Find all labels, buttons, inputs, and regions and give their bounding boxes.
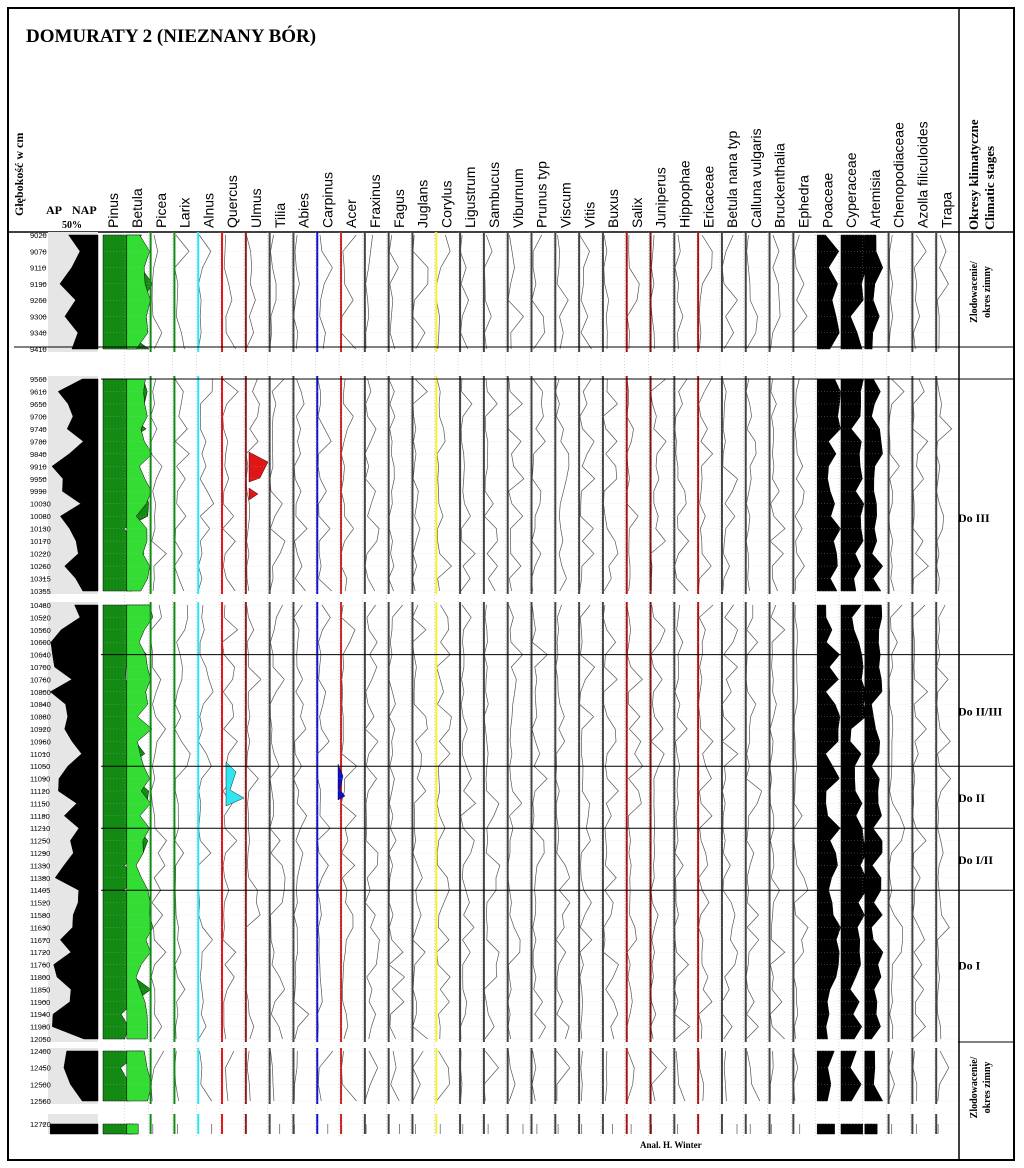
depth-tick-label: 10030 (30, 499, 51, 509)
depth-tick-label: 12050 (30, 1035, 51, 1044)
taxon-exaggeration-abies (294, 235, 300, 349)
taxon-label-picea: Picea (152, 192, 169, 228)
taxon-area-poaceae (817, 605, 840, 1039)
taxon-exaggeration-prunus-typ (532, 235, 545, 349)
depth-tick-label: 11210 (30, 824, 51, 834)
stages-header-en: Climatic stages (982, 145, 997, 230)
taxon-area-betula (127, 605, 153, 1039)
taxon-label-azolla-filiculoides: Azolla filiculoides (914, 121, 931, 228)
depth-tick-label: 10800 (30, 687, 51, 697)
taxon-area-betula (127, 1124, 138, 1134)
taxon-exaggeration-juniperus (651, 379, 667, 591)
taxon-exaggeration-viscum (557, 235, 568, 349)
taxon-exaggeration-fagus (389, 605, 405, 1039)
taxon-column-corylus (434, 181, 454, 1138)
taxon-area-betula (127, 1051, 152, 1101)
depth-tick-label: 10760 (30, 675, 51, 685)
taxon-exaggeration-azolla-filiculoides (913, 1051, 917, 1101)
taxon-exaggeration-abies (294, 605, 309, 1039)
alnus-peak-area (226, 762, 244, 806)
depth-tick-label: 10080 (30, 512, 51, 522)
taxon-label-juniperus: Juniperus (652, 167, 669, 228)
taxon-exaggeration-larix (175, 605, 191, 1039)
depth-tick-label: 10130 (30, 524, 51, 534)
taxon-exaggeration-acer (341, 605, 357, 1039)
depth-tick-label: 11150 (30, 799, 50, 809)
stages-header-pl: Okresy klimatyczne (966, 119, 981, 230)
depth-tick-label: 9560 (30, 375, 47, 384)
depth-tick-label: 12720 (30, 1120, 51, 1129)
taxon-label-betula-nana-typ: Betula nana typ (724, 130, 741, 228)
taxon-label-salix: Salix (628, 197, 645, 228)
taxon-label-ligustrum: Ligustrum (462, 166, 479, 228)
stage-label: Zlodowacenie/ (969, 261, 980, 323)
taxon-label-viburnum: Viburnum (509, 168, 526, 228)
taxon-exaggeration-prunus-typ (532, 605, 547, 1039)
taxon-exaggeration-carpinus (320, 235, 333, 349)
taxon-exaggeration-fraxinus (365, 379, 379, 591)
taxon-exaggeration-calluna-vulgaris (746, 605, 762, 1039)
taxon-area-poaceae (817, 1051, 834, 1101)
taxon-column-viburnum (506, 168, 526, 1138)
taxon-exaggeration-vitis (580, 235, 592, 349)
taxon-label-alnus: Alnus (200, 192, 217, 228)
quercus-peak-area-2 (249, 488, 258, 500)
taxon-exaggeration-carpinus (318, 1051, 333, 1101)
taxon-exaggeration-juglans (413, 379, 428, 591)
taxon-exaggeration-acer (341, 235, 356, 349)
depth-tick-label: 9410 (30, 345, 47, 354)
taxon-exaggeration-acer (341, 379, 354, 591)
taxon-exaggeration-tilia (270, 235, 276, 349)
depth-tick-label: 9910 (30, 462, 47, 472)
taxon-exaggeration-salix (627, 379, 638, 591)
taxon-label-chenopodiaceae: Chenopodiaceae (890, 122, 907, 228)
depth-tick-label: 11720 (30, 948, 51, 958)
taxon-exaggeration-prunus-typ (532, 1051, 536, 1101)
depth-tick-label: 11580 (30, 911, 51, 920)
taxon-exaggeration-azolla-filiculoides (913, 235, 926, 349)
taxon-column-ericaceae (696, 166, 716, 1138)
taxon-column-ligustrum (458, 167, 478, 1138)
taxon-exaggeration-vitis (580, 379, 595, 591)
taxon-label-cyperaceae: Cyperaceae (843, 152, 860, 228)
taxon-column-fraxinus (363, 174, 383, 1138)
stage-label: Do I (958, 958, 981, 973)
taxon-exaggeration-larix (174, 379, 189, 591)
taxon-exaggeration-abies (294, 1051, 297, 1101)
taxon-exaggeration-alnus (200, 1051, 212, 1101)
taxon-exaggeration-tilia (270, 379, 285, 591)
taxon-exaggeration-quercus (224, 235, 236, 349)
taxon-exaggeration-trapa (938, 1051, 949, 1101)
taxon-exaggeration-chenopodiaceae (889, 379, 904, 591)
taxon-exaggeration-hippophae (675, 235, 683, 349)
depth-tick-label: 12450 (30, 1063, 51, 1073)
taxon-column-cyperaceae (839, 152, 866, 1138)
taxon-column-quercus (220, 175, 240, 1138)
taxon-label-tilia: Tilia (271, 202, 288, 228)
depth-tick-label: 10560 (30, 625, 51, 635)
taxon-exaggeration-corylus (437, 1051, 450, 1101)
taxon-exaggeration-corylus (437, 605, 452, 1039)
taxon-exaggeration-salix (627, 235, 639, 349)
taxon-exaggeration-chenopodiaceae (889, 605, 905, 1039)
taxon-label-pinus: Pinus (105, 192, 122, 228)
taxon-exaggeration-picea (151, 1051, 164, 1101)
taxon-exaggeration-bruckenthalia (770, 379, 785, 591)
taxon-exaggeration-ericaceae (699, 1051, 704, 1101)
taxon-column-tilia (268, 203, 288, 1138)
depth-tick-label: 10960 (30, 737, 51, 747)
taxon-exaggeration-carpinus (318, 379, 332, 591)
taxon-column-artemisia (863, 169, 883, 1138)
taxon-exaggeration-ericaceae (698, 605, 713, 1039)
taxon-area-artemisia (865, 1051, 883, 1101)
depth-tick-label: 10220 (30, 549, 51, 559)
depth-tick-label: 10480 (30, 601, 51, 610)
taxon-label-acer: Acer (343, 199, 360, 228)
stage-label: Do II/III (958, 704, 1003, 719)
taxon-exaggeration-sambucus (484, 379, 497, 591)
taxon-area-cyperaceae (841, 235, 866, 349)
taxon-area-betula (127, 235, 151, 349)
taxon-exaggeration-alnus (198, 605, 213, 1039)
depth-tick-label: 11670 (30, 935, 51, 945)
depth-tick-label: 9700 (30, 412, 47, 422)
taxon-column-betula-nana-typ (720, 130, 740, 1138)
taxon-area-cyperaceae (841, 379, 864, 591)
taxon-column-hippophae (672, 160, 692, 1138)
taxon-label-betula: Betula (128, 188, 145, 228)
taxon-exaggeration-bruckenthalia (770, 605, 785, 1039)
author-credit: Anal. H. Winter (640, 1140, 702, 1150)
taxon-exaggeration-juglans (413, 605, 428, 1039)
taxon-column-betula (125, 188, 153, 1138)
taxon-area-artemisia (865, 379, 883, 591)
depth-tick-label: 10260 (30, 562, 51, 572)
taxon-column-vitis (577, 202, 597, 1138)
stage-label: okres zimny (982, 266, 993, 318)
taxon-exaggeration-buxus (603, 605, 618, 1039)
taxon-area-artemisia (865, 605, 883, 1039)
taxon-column-picea (149, 193, 169, 1138)
taxon-column-fagus (387, 189, 407, 1138)
taxon-exaggeration-corylus (437, 379, 452, 591)
taxon-exaggeration-sambucus (484, 1051, 499, 1101)
depth-tick-label: 11800 (30, 973, 51, 982)
taxon-exaggeration-bruckenthalia (770, 1051, 773, 1101)
depth-tick-label: 10600 (30, 638, 51, 648)
taxon-area-poaceae (817, 235, 839, 349)
depth-tick-label: 11900 (30, 997, 51, 1007)
taxon-column-salix (625, 198, 645, 1138)
taxon-exaggeration-picea (152, 235, 162, 349)
taxon-exaggeration-fraxinus (365, 605, 379, 1039)
depth-tick-label: 10520 (30, 613, 51, 623)
nap-label: NAP (72, 203, 97, 217)
stage-label: Do III (958, 510, 990, 525)
taxon-label-sambucus: Sambucus (486, 161, 503, 228)
taxon-exaggeration-hippophae (675, 379, 689, 591)
taxon-exaggeration-calluna-vulgaris (747, 1051, 760, 1101)
taxon-label-ulmus: Ulmus (247, 188, 264, 228)
taxon-exaggeration-betula-nana-typ (724, 1051, 726, 1101)
taxon-column-bruckenthalia (768, 143, 788, 1138)
taxon-exaggeration-viburnum (508, 605, 523, 1039)
taxon-exaggeration-ligustrum (461, 605, 476, 1039)
taxon-column-abies (291, 193, 311, 1138)
depth-tick-label: 9990 (30, 487, 47, 497)
depth-tick-label: 11180 (30, 811, 50, 821)
taxon-label-ephedra: Ephedra (795, 175, 812, 228)
taxon-label-hippophae: Hippophae (676, 160, 693, 228)
taxon-exaggeration-betula-nana-typ (723, 379, 738, 591)
taxon-exaggeration-salix (627, 1051, 634, 1101)
taxon-exaggeration-bruckenthalia (771, 235, 781, 349)
taxon-label-abies: Abies (295, 192, 312, 228)
taxon-exaggeration-juniperus (651, 605, 666, 1039)
taxon-exaggeration-vitis (579, 605, 594, 1039)
taxon-exaggeration-quercus (222, 379, 238, 591)
taxon-exaggeration-juglans (413, 1051, 424, 1101)
taxon-exaggeration-acer (342, 1051, 357, 1101)
depth-tick-label: 11090 (30, 774, 51, 784)
taxon-exaggeration-ericaceae (699, 235, 712, 349)
taxon-label-artemisia: Artemisia (866, 169, 883, 228)
y-axis-label: Głębokość w cm (12, 132, 26, 216)
taxon-column-alnus (196, 193, 216, 1138)
taxon-area-artemisia (865, 1124, 877, 1134)
taxon-label-calluna-vulgaris: Calluna vulgaris (747, 128, 764, 228)
taxon-exaggeration-sambucus (484, 605, 500, 1039)
depth-tick-label: 9740 (30, 424, 47, 434)
taxon-exaggeration-corylus (437, 235, 451, 349)
taxon-area-artemisia (865, 235, 883, 349)
taxon-exaggeration-ericaceae (698, 379, 712, 591)
depth-tick-label: 10700 (30, 663, 51, 672)
taxon-exaggeration-tilia (270, 605, 285, 1039)
taxon-exaggeration-alnus (198, 235, 210, 349)
taxon-column-trapa (934, 192, 954, 1138)
taxon-label-larix: Larix (176, 197, 193, 228)
depth-tick-label: 9190 (30, 279, 47, 289)
depth-tick-label: 9300 (30, 312, 47, 322)
taxon-column-juglans (410, 180, 430, 1138)
chart-title: DOMURATY 2 (NIEZNANY BÓR) (26, 26, 317, 47)
taxon-column-chenopodiaceae (887, 122, 907, 1138)
taxon-exaggeration-viscum (557, 1051, 570, 1101)
taxon-label-bruckenthalia: Bruckenthalia (771, 143, 788, 228)
taxon-column-buxus (601, 189, 621, 1138)
taxon-exaggeration-ligustrum (460, 235, 468, 349)
depth-tick-label: 9340 (30, 328, 47, 338)
depth-tick-label: 9650 (30, 399, 47, 409)
depth-tick-label: 11250 (30, 836, 51, 846)
taxon-exaggeration-viscum (555, 379, 569, 591)
taxon-area-betula (127, 379, 152, 591)
depth-tick-label: 11520 (30, 898, 51, 908)
taxon-label-quercus: Quercus (224, 175, 241, 228)
taxon-exaggeration-picea (151, 379, 167, 591)
taxon-exaggeration-trapa (936, 379, 951, 591)
depth-tick-label: 10355 (30, 587, 51, 596)
taxon-area-cyperaceae (841, 1051, 861, 1101)
depth-tick-label: 9020 (30, 231, 47, 240)
depth-tick-label: 12500 (30, 1080, 51, 1090)
taxon-exaggeration-viscum (556, 605, 570, 1039)
taxon-exaggeration-ulmus (246, 605, 261, 1039)
taxon-exaggeration-betula-nana-typ (722, 235, 737, 349)
depth-tick-label: 9260 (30, 296, 47, 306)
taxon-area-poaceae (817, 379, 840, 591)
taxon-exaggeration-quercus (222, 605, 237, 1039)
depth-tick-label: 11380 (30, 873, 51, 883)
depth-tick-label: 10170 (30, 537, 51, 547)
taxon-exaggeration-viburnum (508, 235, 524, 349)
depth-tick-label: 11850 (30, 985, 51, 995)
taxon-exaggeration-ulmus (246, 235, 255, 349)
taxon-exaggeration-ephedra (794, 605, 808, 1039)
taxon-label-ericaceae: Ericaceae (700, 165, 717, 228)
depth-tick-label: 9610 (30, 387, 47, 397)
taxon-label-prunus-typ: Prunus typ (533, 161, 550, 228)
taxon-exaggeration-viburnum (508, 379, 524, 591)
taxon-exaggeration-juglans (413, 235, 428, 349)
taxon-exaggeration-prunus-typ (532, 379, 546, 591)
nap-area (50, 1124, 98, 1134)
depth-tick-label: 9110 (30, 263, 47, 273)
depth-tick-label: 10920 (30, 725, 51, 734)
taxon-exaggeration-azolla-filiculoides (913, 379, 929, 591)
depth-tick-label: 9070 (30, 247, 47, 257)
taxon-label-poaceae: Poaceae (819, 172, 836, 228)
depth-tick-label: 10840 (30, 700, 51, 710)
taxon-exaggeration-quercus (226, 1051, 234, 1101)
depth-tick-label: 9780 (30, 437, 47, 447)
taxon-area-poaceae (817, 1124, 834, 1134)
depth-tick-label: 12560 (30, 1097, 51, 1106)
taxon-label-viscum: Viscum (557, 182, 574, 228)
taxon-exaggeration-ephedra (795, 379, 805, 591)
taxon-exaggeration-fagus (391, 1051, 400, 1101)
stage-label: Do II (958, 791, 986, 806)
taxon-column-acer (339, 199, 359, 1138)
taxon-exaggeration-larix (175, 235, 189, 349)
taxon-exaggeration-carpinus (317, 605, 330, 1039)
taxon-label-vitis: Vitis (581, 201, 598, 228)
taxon-column-larix (172, 198, 192, 1138)
taxon-label-corylus: Corylus (438, 180, 455, 228)
taxon-exaggeration-trapa (937, 605, 951, 1039)
depth-tick-label: 11405 (30, 886, 51, 896)
taxon-exaggeration-tilia (271, 1051, 275, 1101)
depth-tick-label: 11940 (30, 1010, 51, 1020)
stage-label: Zlodowacenie/ (969, 1056, 980, 1119)
taxon-exaggeration-ligustrum (461, 379, 475, 591)
taxon-label-fagus: Fagus (390, 189, 407, 228)
taxon-column-viscum (553, 182, 573, 1138)
taxon-label-carpinus: Carpinus (319, 171, 336, 228)
depth-tick-label: 11290 (30, 849, 51, 858)
depth-tick-label: 11010 (30, 749, 51, 759)
taxon-exaggeration-alnus (198, 379, 213, 591)
depth-tick-label: 10315 (30, 574, 51, 584)
depth-tick-label: 11120 (30, 787, 50, 796)
depth-tick-label: 10880 (30, 712, 51, 722)
depth-tick-label: 11760 (30, 960, 51, 970)
depth-tick-label: 9950 (30, 474, 47, 484)
taxon-exaggeration-ephedra (793, 235, 807, 349)
depth-tick-label: 11330 (30, 861, 51, 871)
taxon-exaggeration-fraxinus (365, 1051, 378, 1101)
taxon-exaggeration-viburnum (508, 1051, 515, 1101)
depth-tick-label: 12400 (30, 1047, 51, 1056)
taxon-exaggeration-calluna-vulgaris (746, 379, 756, 591)
depth-tick-label: 10640 (30, 650, 51, 660)
taxon-exaggeration-salix (627, 605, 643, 1039)
taxon-exaggeration-abies (294, 379, 307, 591)
ap-nap-50-label: 50% (62, 220, 82, 231)
taxon-exaggeration-ulmus (246, 379, 259, 591)
taxon-exaggeration-betula-nana-typ (722, 605, 738, 1039)
taxon-exaggeration-vitis (581, 1051, 583, 1101)
depth-tick-label: 9840 (30, 449, 47, 459)
taxon-column-calluna-vulgaris (744, 128, 764, 1138)
taxon-exaggeration-ulmus (247, 1051, 250, 1101)
taxon-exaggeration-trapa (937, 235, 948, 349)
taxon-exaggeration-fraxinus (366, 235, 373, 349)
taxon-column-ephedra (791, 175, 811, 1138)
taxon-area-cyperaceae (841, 1124, 863, 1134)
taxon-column-juniperus (649, 167, 669, 1138)
taxon-exaggeration-hippophae (676, 1051, 685, 1101)
taxon-exaggeration-buxus (604, 235, 609, 349)
taxon-exaggeration-juniperus (651, 1051, 666, 1101)
taxon-column-poaceae (815, 173, 840, 1138)
taxon-exaggeration-sambucus (484, 235, 492, 349)
taxon-column-ulmus (244, 188, 264, 1138)
taxon-exaggeration-fagus (389, 235, 398, 349)
quercus-peak-area (249, 452, 268, 482)
stage-label: Do I/II (958, 853, 994, 868)
depth-tick-label: 11980 (30, 1022, 51, 1032)
stage-label: okres zimny (982, 1061, 993, 1114)
taxon-exaggeration-azolla-filiculoides (912, 605, 927, 1039)
taxon-label-fraxinus: Fraxinus (367, 174, 384, 228)
taxon-exaggeration-hippophae (674, 605, 689, 1039)
taxon-exaggeration-calluna-vulgaris (747, 235, 758, 349)
depth-tick-label: 11630 (30, 923, 51, 933)
taxon-label-buxus: Buxus (605, 189, 622, 228)
taxon-label-juglans: Juglans (414, 179, 431, 228)
taxon-exaggeration-buxus (603, 379, 618, 591)
taxon-column-prunus-typ (530, 161, 550, 1138)
taxon-column-sambucus (482, 162, 502, 1138)
depth-tick-label: 11050 (30, 762, 51, 772)
ap-label: AP (46, 203, 62, 217)
taxon-exaggeration-buxus (605, 1051, 607, 1101)
taxon-exaggeration-picea (151, 605, 166, 1039)
taxon-label-trapa: Trapa (938, 191, 955, 228)
